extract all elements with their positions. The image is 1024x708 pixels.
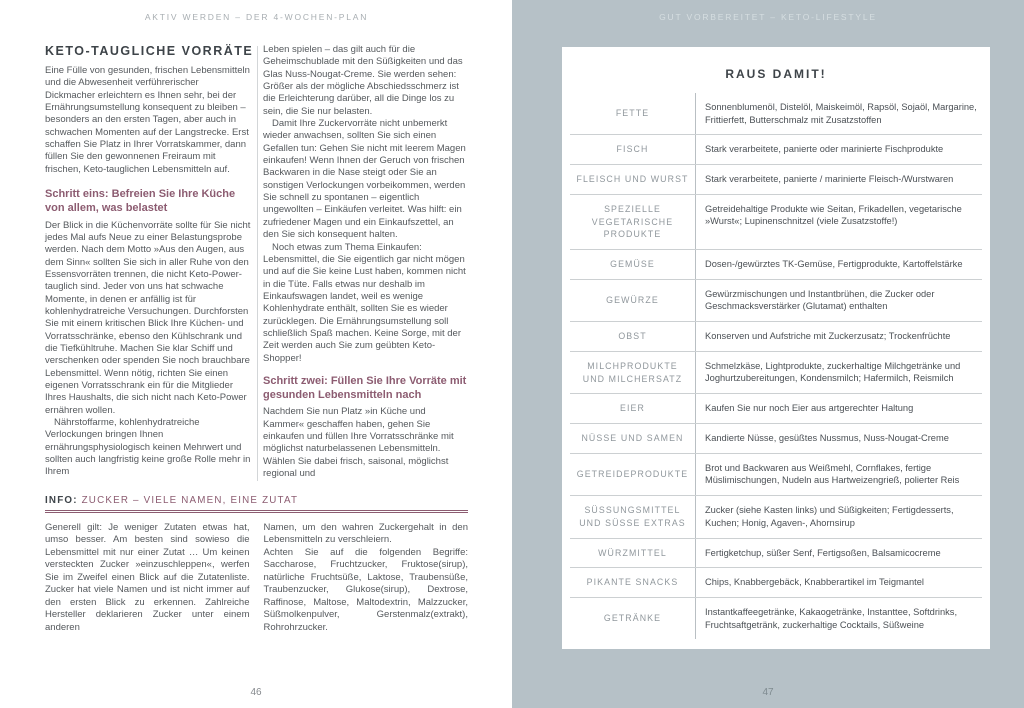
table-items-cell: Brot und Backwaren aus Weißmehl, Cornflakes, fertige Müslimischungen, Nudeln aus Hartweizengrieß, polierter Reis xyxy=(695,454,982,495)
table-category-cell: FISCH xyxy=(616,144,649,155)
table-items-cell: Gewürzmischungen und Instantbrühen, die Zucker oder Geschmacksverstärker (Glutamat) enthalten xyxy=(695,280,982,321)
paragraph: Eine Fülle von gesunden, frischen Lebensmitteln und die Abwesenheit verführerischer Dickmacher erleichtern es Ihnen sehr, bei der Ernährungsumstellung konsequent zu bleiben – besonders an den ersten Tagen, aber auch in schwachen Momenten auf der Langstrecke. Erst schaffen Sie Platz in Ihrer Vorratskammer, dann füllen Sie den gewonnenen Freiraum mit frischen, Keto-tauglichen Lebensmitteln auf. xyxy=(45,65,250,175)
table-row xyxy=(570,93,982,134)
table-row xyxy=(570,495,982,538)
paragraph: Damit Ihre Zuckervorräte nicht unbemerkt wieder anwachsen, sollten Sie sich einen Gefallen tun: Gehen Sie nicht mit leerem Magen einkaufen! Wenn Ihnen der Geruch von frischen Backwaren in die Nase steigt oder Sie an sonstigen Verlockungen vorbeikommen, werden Sie schnell zu spontanen – eigentlich ungewollten – Einkäufen verleitet. Was hilft: ein zufriedener Magen und ein Einkaufszettel, an den Sie sich konsequent halten. xyxy=(263,118,466,241)
table-items-cell: Chips, Knabbergebäck, Knabberartikel im Teigmantel xyxy=(695,568,982,597)
table-category-cell: MILCHPRODUKTE UND MILCHERSATZ xyxy=(582,360,683,384)
table-category-cell: NÜSSE UND SAMEN xyxy=(581,433,684,444)
running-header-left: AKTIV WERDEN – DER 4-WOCHEN-PLAN xyxy=(144,12,369,22)
table-category-cell: SÜSSUNGSMITTEL UND SÜSSE EXTRAS xyxy=(579,505,686,528)
table-row xyxy=(570,279,982,321)
table-category-cell: EIER xyxy=(620,403,645,414)
table-row xyxy=(570,164,982,194)
table-items-cell: Zucker (siehe Kasten links) und Süßigkeiten; Fertigdesserts, Kuchen; Honig, Agaven-, Ahornsirup xyxy=(695,496,982,538)
table-row xyxy=(570,134,982,164)
table-category-cell: FETTE xyxy=(615,108,650,119)
table-category-cell: SPEZIELLE VEGETARISCHE PRODUKTE xyxy=(591,203,674,240)
table-items-cell: Sonnenblumenöl, Distelöl, Maiskeimöl, Rapsöl, Sojaöl, Margarine, Frittierfett, Butterschmalz mit Zusatzstoffen xyxy=(695,93,982,134)
table-row xyxy=(570,194,982,249)
right-page xyxy=(512,0,1024,708)
table-row xyxy=(570,351,982,394)
paragraph: Nachdem Sie nun Platz »in Küche und Kammer« geschaffen haben, gehen Sie einkaufen und füllen Ihre Vorratsschränke mit möglichst naturbelassenen Lebensmitteln. Wählen Sie dabei frisch, saisonal, möglichst regional und xyxy=(263,406,454,480)
paragraph: Namen, um den wahren Zuckergehalt in den Lebensmitteln zu verschleiern. xyxy=(263,521,468,546)
paragraph: Der Blick in die Küchenvorräte sollte für Sie nicht jedes Mal aufs Neue zu einer Belastungsprobe werden. Nach dem Motto »Aus den Augen, aus dem Sinn« sollten Sie sich in aller Ruhe von den Essensvorräten trennen, die nicht Keto-Power-tauglich sind. Jeder von uns hat schwache Momente, in denen er anfällig ist für kohlenhydratreiche Versuchungen. Durchforsten Sie mit einem kritischen Blick Ihre Küchen- und Vorratsschränke, ebenso den Kühlschrank und die Tiefkühltruhe. Machen Sie klar Schiff und verschenken oder spenden Sie noch brauchbare Lebensmittel. Wenn nötig, richten Sie einen eigenen Vorratsschrank ein für die Mitglieder Ihres Haushalts, die sich nicht nach Keto-Power ernähren wollen. xyxy=(45,219,251,416)
running-header-right: GUT VORBEREITET – KETO-LIFESTYLE xyxy=(659,12,877,22)
table-items-cell: Konserven und Aufstriche mit Zuckerzusatz; Trockenfrüchte xyxy=(695,322,982,351)
page-number-left: 46 xyxy=(250,687,262,698)
table-title: RAUS DAMIT! xyxy=(725,67,827,81)
table-items-cell: Fertigketchup, süßer Senf, Fertigsoßen, Balsamicocreme xyxy=(695,539,982,568)
column-divider xyxy=(257,46,258,481)
table-items-cell: Kandierte Nüsse, gesüßtes Nussmus, Nuss-Nougat-Creme xyxy=(695,424,982,453)
raus-damit-table-body xyxy=(570,93,982,639)
paragraph: Achten Sie auf die folgenden Begriffe: Saccharose, Fruchtzucker, Fruktose(sirup), natürliche Fruchtsüße, Laktose, Traubensüße, Traubenzucker, Glukose(sirup), Dextrose, Raffinose, Maltose, Maltodextrin, Malzzucker, Süßmolkenpulver, Gerstenmalz(extrakt), Rohrohrzucker. xyxy=(263,546,468,633)
paragraph: Nährstoffarme, kohlenhydratreiche Verlockungen bringen Ihnen ernährungsphysiologisch keinen Mehrwert und sollten auch langfristig keine große Rolle mehr in Ihrem xyxy=(45,417,251,478)
table-category-cell: GEMÜSE xyxy=(610,259,655,270)
table-items-cell: Instantkaffeegetränke, Kakaogetränke, Instanttee, Softdrinks, Fruchtsaftgetränk, zuckerhaltige Cocktails, Süßweine xyxy=(695,598,982,639)
table-items-cell: Stark verarbeitete, panierte oder marinierte Fischprodukte xyxy=(695,135,982,164)
table-items-cell: Dosen-/gewürztes TK-Gemüse, Fertigprodukte, Kartoffelstärke xyxy=(695,250,982,279)
table-category-cell: GEWÜRZE xyxy=(606,295,659,306)
table-items-cell: Schmelzkäse, Lightprodukte, zuckerhaltige Milchgetränke und Joghurtzubereitungen, Kondensmilch; Hafermilch, Reismilch xyxy=(695,352,982,394)
article-title: KETO-TAUGLICHE VORRÄTE xyxy=(45,44,254,58)
table-category-cell: OBST xyxy=(618,331,647,342)
page-number-right: 47 xyxy=(762,687,774,698)
raus-damit-card xyxy=(562,47,990,649)
paragraph: Leben spielen – das gilt auch für die Geheimschublade mit den Süßigkeiten und das Glas Nuss-Nougat-Creme. Sie werden sehen: Größer als der mögliche Abschiedsschmerz ist die Erleichterung darüber, all die Dinge los zu sein, die Sie nur belasten. xyxy=(263,44,463,117)
table-row xyxy=(570,393,982,423)
info-box-body xyxy=(45,522,468,635)
info-label: INFO: xyxy=(45,494,78,506)
table-row xyxy=(570,538,982,568)
info-box xyxy=(45,495,468,635)
table-row xyxy=(570,453,982,495)
table-items-cell: Getreidehaltige Produkte wie Seitan, Frikadellen, vegetarische »Wurst«; Lupinenschnitzel (viele Zusatzstoffe!) xyxy=(695,195,982,249)
subheading-step-one: Schritt eins: Befreien Sie Ihre Küche von allem, was belastet xyxy=(45,188,236,214)
article-columns xyxy=(45,44,468,481)
table-row xyxy=(570,249,982,279)
info-title: ZUCKER – VIELE NAMEN, EINE ZUTAT xyxy=(81,494,299,506)
table-category-cell: PIKANTE SNACKS xyxy=(586,577,679,588)
paragraph: Noch etwas zum Thema Einkaufen: Lebensmittel, die Sie eigentlich gar nicht mögen und auf die Sie keine Lust haben, kommen nicht in die Tüte. Falls etwas nur deshalb im Einkaufswagen landet, weil es wenige Kohlenhydrate enthält, sollten Sie es wieder zurücklegen. Die Ernährungsumstellung soll schließlich Spaß machen. Keine Sorge, mit der Zeit werden auch Sie zum geübten Keto-Shopper! xyxy=(263,241,466,364)
info-column-2 xyxy=(264,522,469,635)
info-box-header xyxy=(45,495,468,513)
article-column-2 xyxy=(263,44,468,481)
table-items-cell: Stark verarbeitete, panierte / marinierte Fleisch-/Wurstwaren xyxy=(695,165,982,194)
info-column-1: Generell gilt: Je weniger Zutaten etwas hat, umso besser. Am besten sind sowieso die Lebensmittel mit nur einer Zutat … Um keinen versteckten Zucker »einzuschleppen«, werfen Sie im Zweifel einen Blick auf die Zutatenliste. Zucker hat viele Namen und ist nicht immer auf den ersten Blick zu erkennen. Zahlreiche Hersteller deklarieren Zucker unter einem anderen xyxy=(45,521,250,633)
table-row xyxy=(570,567,982,597)
table-category-cell: WÜRZMITTEL xyxy=(598,547,667,558)
table-category-cell: GETREIDEPRODUKTE xyxy=(576,469,689,480)
table-row xyxy=(570,597,982,639)
table-category-cell: FLEISCH UND WURST xyxy=(576,174,689,185)
table-row xyxy=(570,423,982,453)
table-category-cell: GETRÄNKE xyxy=(603,613,662,624)
table-items-cell: Kaufen Sie nur noch Eier aus artgerechter Haltung xyxy=(695,394,982,423)
table-row xyxy=(570,321,982,351)
subheading-step-two: Schritt zwei: Füllen Sie Ihre Vorräte mit gesunden Lebensmitteln nach xyxy=(263,374,467,401)
article-column-1 xyxy=(45,44,254,481)
